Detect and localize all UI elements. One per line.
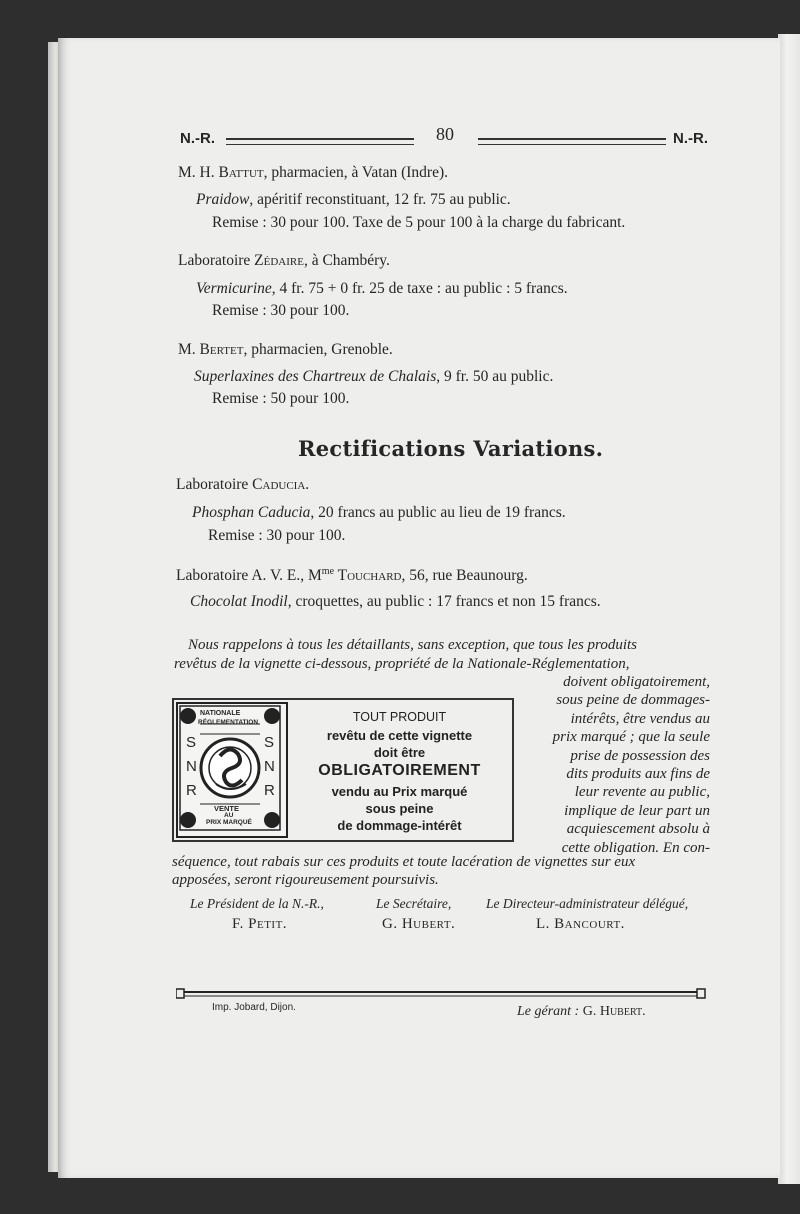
label-top-text: NATIONALE xyxy=(200,710,241,717)
label-right-letter: R xyxy=(264,782,275,799)
header-right: N.-R. xyxy=(673,130,708,147)
entry-remise: Remise : 30 pour 100. xyxy=(212,302,350,319)
footer-printer: Imp. Jobard, Dijon. xyxy=(212,1002,296,1013)
vignette-text-line: revêtu de cette vignette xyxy=(326,728,473,743)
header-rule-left xyxy=(226,138,414,145)
rectification-company: Laboratoire A. V. E., $M^{me}$ Touchard, 56, rue Beaunourg. xyxy=(176,566,528,585)
entry-product: Praidow, apéritif reconstituant, 12 fr. 75 au public. xyxy=(196,191,511,208)
vignette-text-line: vendu au Prix marqué xyxy=(331,784,468,799)
next-page-edge xyxy=(778,34,800,1184)
notice-side-column: doivent obligatoirement, sous peine de dommages- intérêts, être vendus au prix marqué ; que la seule prise de possession des dits produits aux fins de leur revente au public, implique de leur part un acquiescement absolu à cette obligation. En con- xyxy=(552,674,710,856)
label-top-text: RÉGLEMENTATION xyxy=(198,719,259,726)
footer-rule xyxy=(176,988,706,1000)
signature-name: L. Bancourt. xyxy=(536,916,625,932)
entry-company: M. Bertet, pharmacien, Grenoble. xyxy=(178,341,393,358)
label-right-letter: S xyxy=(264,734,275,751)
vignette-panel xyxy=(172,698,514,842)
notice-line: apposées, seront rigoureusement poursuivis. xyxy=(172,872,439,888)
notice-line: séquence, tout rabais sur ces produits et toute lacération de vignettes sur eux xyxy=(172,854,636,870)
notice-line: Nous rappelons à tous les détaillants, sans exception, que tous les produits xyxy=(188,637,638,653)
entry-product: Vermicurine, 4 fr. 75 + 0 fr. 25 de taxe : au public : 5 francs. xyxy=(196,280,568,297)
signature-name: F. Petit. xyxy=(232,916,288,932)
page-number: 80 xyxy=(436,124,454,144)
notice-line: revêtus de la vignette ci-dessous, propriété de la Nationale-Réglementation, xyxy=(174,656,630,672)
signature-name: G. Hubert. xyxy=(382,916,456,932)
header-left: N.-R. xyxy=(180,130,215,147)
label-left-letter: N xyxy=(186,758,197,775)
signature-title: Le Secrétaire, xyxy=(376,896,452,911)
entry-company: M. H. Battut, pharmacien, à Vatan (Indre). xyxy=(178,164,448,181)
vignette-text-line: sous peine xyxy=(365,801,434,816)
label-bottom-text: PRIX MARQUÉ xyxy=(206,819,252,826)
vignette-text-line: OBLIGATOIREMENT xyxy=(318,762,481,779)
vignette-text-line: de dommage-intérêt xyxy=(337,818,462,833)
vignette-text-line: TOUT PRODUIT xyxy=(352,710,447,724)
section-title: Rectifications Variations. xyxy=(298,436,604,461)
entry-company: Laboratoire Zédaire, à Chambéry. xyxy=(178,252,390,269)
entry-product: Superlaxines des Chartreux de Chalais, 9 fr. 50 au public. xyxy=(194,368,554,385)
label-bottom-text: VENTE xyxy=(214,804,240,813)
rectification-product: Phosphan Caducia, 20 francs au public au lieu de 19 francs. xyxy=(192,504,566,521)
label-right-letter: N xyxy=(264,758,275,775)
label-bottom-text: AU xyxy=(224,812,234,819)
footer-manager: Le gérant : G. Hubert. xyxy=(517,1004,646,1019)
label-left-letter: R xyxy=(186,782,197,799)
entry-remise: Remise : 30 pour 100. Taxe de 5 pour 100 à la charge du fabricant. xyxy=(212,214,626,231)
signature-title: Le Directeur-administrateur délégué, xyxy=(486,896,689,911)
entry-remise: Remise : 50 pour 100. xyxy=(212,390,350,407)
rectification-company: Laboratoire Caducia. xyxy=(176,476,310,493)
signature-title: Le Président de la N.-R., xyxy=(190,896,324,911)
vignette-label xyxy=(176,702,288,838)
label-left-letter: S xyxy=(186,734,197,751)
vignette-text-line: doit être xyxy=(373,745,426,760)
rectification-product: Chocolat Inodil, croquettes, au public : 17 francs et non 15 francs. xyxy=(190,593,601,610)
rectification-remise: Remise : 30 pour 100. xyxy=(208,527,346,544)
header-rule-right xyxy=(478,138,666,145)
